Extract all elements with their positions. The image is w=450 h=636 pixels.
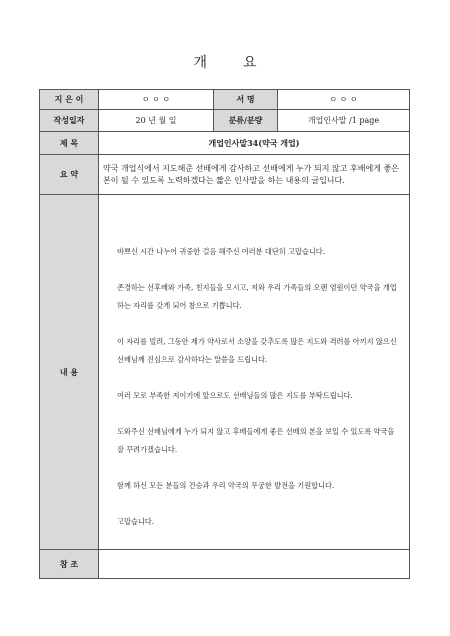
- title-left: 개: [193, 55, 207, 71]
- content-row: [40, 195, 410, 550]
- author-label: 지 은 이: [40, 90, 99, 110]
- date-row: [40, 110, 410, 132]
- content-body: [99, 195, 410, 550]
- content-paragraph: 이 자리를 빌려, 그동안 제가 약사로서 소양을 갖추도록 많은 지도와 격려를 아끼지 않으신 선배님께 진심으로 감사하다는 말씀을 드립니다.: [117, 337, 397, 364]
- summary-label: 요 약: [40, 155, 99, 195]
- reference-label: 참 조: [40, 550, 99, 579]
- content-paragraph: 도와주신 선배님에게 누가 되지 않고 후배들에게 좋은 선배의 본을 보일 수 있도록 약국을 잘 꾸려가겠습니다.: [117, 427, 395, 454]
- subject-row: [40, 132, 410, 155]
- date-label: 작성일자: [40, 110, 99, 132]
- overview-form: [39, 89, 410, 579]
- page-title: [0, 52, 450, 72]
- content-paragraph: 함께 하신 모든 분들의 건승과 우리 약국의 무궁한 발전을 기원합니다.: [117, 481, 335, 490]
- sign-label: 서 명: [214, 90, 278, 110]
- summary-row: [40, 155, 410, 195]
- author-row: [40, 90, 410, 110]
- subject-value: 개업인사말34(약국 개업): [99, 132, 410, 155]
- summary-value: 약국 개업식에서 지도해준 선배에게 감사하고 선배에게 누가 되지 않고 후배에게 좋은 본이 될 수 있도록 노력하겠다는 짧은 인사말을 하는 내용의 글입니다.: [99, 155, 410, 195]
- content-paragraph: 여러 모로 부족한 저이기에 앞으로도 선배님들의 많은 지도를 부탁드립니다.: [117, 391, 353, 400]
- category-value: 개업인사말 /1 page: [278, 110, 410, 132]
- content-paragraph: 고맙습니다.: [117, 517, 155, 526]
- content-paragraph: 존경하는 선후배와 가족, 친지들을 모시고, 저와 우리 가족들의 오랜 염원이던 약국을 개업하는 자리를 갖게 되어 참으로 기쁩니다.: [117, 283, 397, 310]
- content-label: 내 용: [40, 195, 99, 550]
- reference-value: [99, 550, 410, 579]
- subject-label: 제 목: [40, 132, 99, 155]
- content-paragraph: 바쁘신 시간 나누어 귀중한 걸음 해주신 여러분 대단히 고맙습니다.: [117, 247, 326, 256]
- reference-row: [40, 550, 410, 579]
- title-right: 요: [243, 55, 257, 71]
- category-label: 분류/분량: [214, 110, 278, 132]
- author-value: ㅇ ㅇ ㅇ: [99, 90, 214, 110]
- date-value: 20 년 월 일: [99, 110, 214, 132]
- sign-value: ㅇ ㅇ ㅇ: [278, 90, 410, 110]
